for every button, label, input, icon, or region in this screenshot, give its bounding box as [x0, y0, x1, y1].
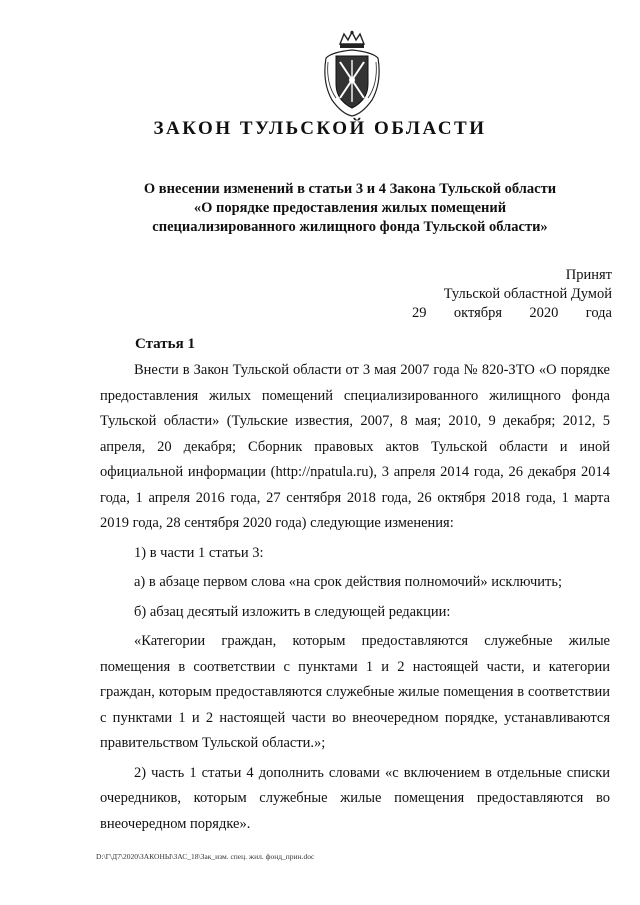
- subtitle-line: «О порядке предоставления жилых помещений: [193, 200, 507, 216]
- adoption-month: октября: [453, 305, 503, 321]
- paragraph: 2) часть 1 статьи 4 дополнить словами «с включением в отдельные списки очередников, которым служебные жилые помещения предоставляются во внеочередном порядке».: [100, 764, 610, 832]
- coat-of-arms-icon: [318, 30, 386, 118]
- adoption-year-word: года: [585, 305, 612, 321]
- file-path-footer: D:\Г\Д7\2020\ЗАКОНЫ\ЗАС_18\Зак_изм. спец. жил. фонд_прин.doc: [96, 852, 315, 861]
- paragraph: «Категории граждан, которым предоставляются служебные жилые помещения в соответствии с пунктами 1 и 2 настоящей части, и категории граждан, которым предоставляются служебные жилые помещения в соответствии с пунктами 1 и 2 настоящей части во внеочередном порядке, устанавливаются правительством Тульской области.»;: [100, 633, 610, 751]
- paragraph: б) абзац десятый изложить в следующей редакции:: [134, 603, 451, 620]
- adoption-date: [412, 304, 612, 323]
- subtitle-line: О внесении изменений в статьи 3 и 4 Закона Тульской области: [143, 181, 557, 197]
- paragraph: 1) в части 1 статьи 3:: [134, 544, 264, 561]
- law-subtitle: [60, 180, 640, 237]
- article-body: [100, 358, 610, 837]
- law-title: ЗАКОН ТУЛЬСКОЙ ОБЛАСТИ: [153, 118, 487, 139]
- subtitle-line: специализированного жилищного фонда Тульской области»: [152, 219, 548, 235]
- paragraph: а) в абзаце первом слова «на срок действия полномочий» исключить;: [134, 574, 562, 590]
- article-heading: Статья 1: [135, 336, 195, 352]
- adoption-year: 2020: [529, 305, 559, 321]
- adoption-day: 29: [412, 305, 427, 321]
- paragraph: Внести в Закон Тульской области от 3 мая 2007 года № 820-ЗТО «О порядке предоставления жилых помещений специализированного жилищного фонда Тульской области» (Тульские известия, 2007, 8 мая; 2010, 9 декабря; 2012, 5 апреля, 20 декабря; Сборник правовых актов Тульской области и иной официальной информации (http://npatula.ru), 3 апреля 2014 года, 26 декабря 2014 года, 1 апреля 2016 года, 27 сентября 2018 года, 26 октября 2018 года, 1 марта 2019 года, 28 сентября 2020 года) следующие изменения:: [100, 362, 610, 531]
- adopted-label: Принят: [565, 267, 612, 283]
- adoption-block: [412, 266, 612, 323]
- adopted-by: Тульской областной Думой: [443, 286, 612, 302]
